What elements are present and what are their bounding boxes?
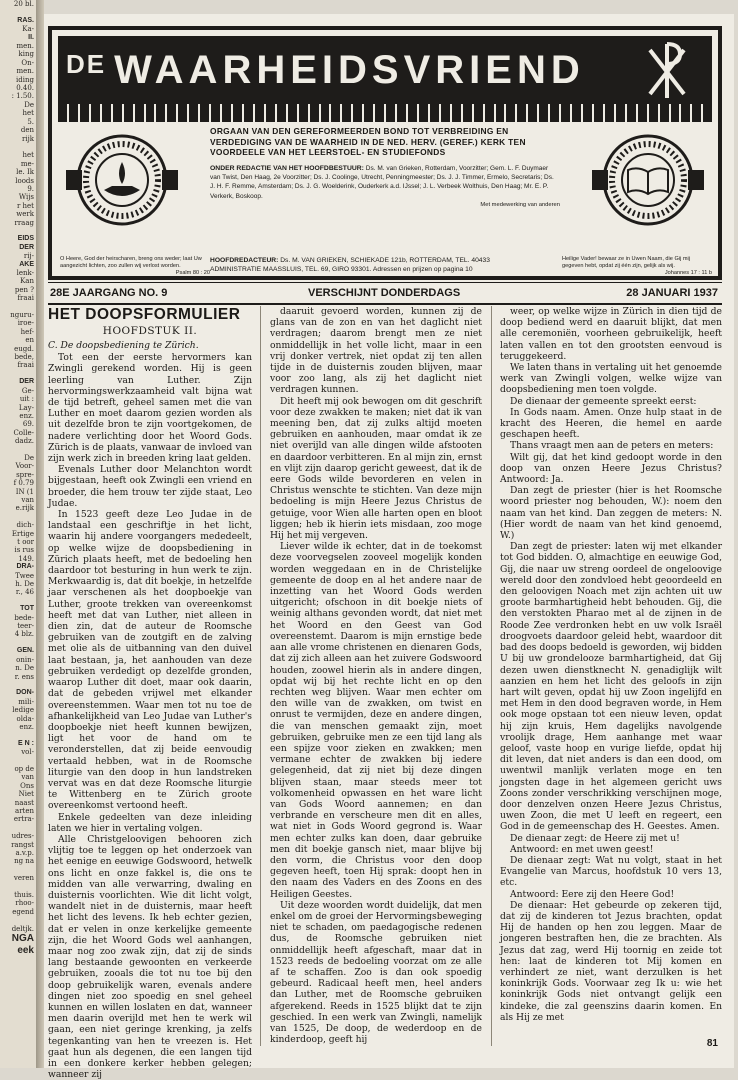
adjacent-page-fragment: e.rijk [15,504,34,513]
adjacent-page-fragment: Lay- [18,403,34,412]
adjacent-page-fragment [0,866,36,874]
adjacent-page-fragment: 20 bl. [13,0,34,8]
adjacent-page-fragment: olda- [16,714,34,723]
column-1 [48,306,252,1080]
masthead-title [66,36,585,104]
adjacent-page-fragment: hef- [20,327,34,336]
adjacent-page-fragment: spre- [16,470,34,479]
adjacent-page-fragment: egend [12,907,34,916]
adjacent-page-fragment: bede, [14,353,34,362]
adjacent-page-fragment: rijk [22,134,34,143]
paragraph: Evenals Luther door Melanchton wordt bijgestaan, heeft ook Zwingli een vriend en broeder, die hem trouw ter zijde staat, Leo Judae. [48,464,252,509]
adjacent-page-fragment: naast [14,798,34,807]
column-3 [500,306,722,1023]
adjacent-page-fragment: me- [20,159,34,168]
adjacent-page-fragment: 5. [27,117,34,126]
administration-details: ADMINISTRATIE MAASSLUIS, TEL. 69, GIRO 93301. Adressen en prijzen op pagina 10 [210,266,473,273]
adjacent-page-fragment: Kan [20,277,34,286]
adjacent-page-fragment: r., 46 [15,588,34,597]
paragraph: Antwoord: Eere zij den Heere God! [510,888,675,900]
motto-left [60,256,210,277]
article-chapter: HOOFDSTUK II. [102,325,198,337]
title-bar [58,36,712,104]
motto-right-text: Heilige Vader! bewaar ze in Uwen Naam, die Gij mij gegeven hebt, opdat zij één zijn, gelijk als wij. [562,256,690,269]
publication-frequency: VERSCHIJNT DONDERDAGS [308,287,461,299]
adjacent-page-fragment: 9. [27,184,34,193]
adjacent-page-fragment [0,227,36,235]
adjacent-page-fragment: Twee [15,571,34,580]
paragraph: daaruit gevoerd worden, kunnen zij de glans van de zon en van het daglicht niet verdragen; daarom brengt men ze niet onmiddellijk in het volle licht, maar in een vrij donker vertrek, niet opdat zij ten allen tijde in de duisternis zouden blijven, maar voor zoo lang, als zij het daglicht niet verdragen kunnen. [270,306,482,396]
cooperation-note: Met medewerking van anderen [480,201,560,208]
adjacent-page-fragment: iroe- [17,319,34,328]
paragraph: Dan zegt de priester: laten wij met elkander tot God bidden. O, almachtige en eeuwige God, Gij, die naar uw streng oordeel de ongeloovige wereld door den zondvloed hebt geoordeeld en den geloovigen Noach met zijn achten uit uw groote barmhartigheid hebt behouden. Gij, die den verstokten Pharao met al de zijnen in de Roode Zee verdronken hebt en uw volk Israël droogvoets daardoor geleid hebt, waardoor dit bad des doops bedoeld is geworden, wij bidden U bij uw grondelooze barmhartigheid, dat Gij dezen uwen dienstknecht N. genadiglijk wilt aanzien en hem het licht des geloofs in zijn hart wilt geven, opdat hij uw Zoon ingelijfd en met Hem in den dood begraven worde, in Hem ook moge opstaan tot een nieuw leven, opdat hij zijn kruis, Hem dagelijks navolgende vroolijk drage, Hem aanhange met waar geloof, vaste hoop en vurige liefde, opdat hij dit leven, dat niet anders is dan een dood, om uwentwil manlijk verlaten moge en ten jongsten dage in het algemeen gericht uws Zoons zonder verschrikking verschijnen moge, door denzelven onzen Heere Jezus Christus, uwen Zoon, die met U leeft en regeert, een God in de gemeenschap des H. Geestes. Amen. [500,541,722,833]
adjacent-page-fragment [0,370,36,378]
paragraph: Enkele gedeelten van deze inleiding laten we hier in vertaling volgen. [48,811,252,834]
adjacent-page-fragment: enz. [19,411,34,420]
adjacent-page-fragment: 149. [18,554,34,563]
adjacent-page-fragment: On- [21,58,34,67]
issue-date: 28 JANUARI 1937 [626,287,718,299]
adjacent-page-fragment: fraai [17,294,34,303]
adjacent-page-fragment: E N : [18,739,34,747]
adjacent-page-fragment: dadz. [14,437,34,446]
adjacent-page-fragment: eek [17,945,34,957]
adjacent-page-fragment: n. De [15,664,34,673]
adjacent-page-fragment: udres- [11,832,34,841]
adjacent-page-fragment: : 1.50. [11,92,34,101]
adjacent-page-fragment: II. [28,33,34,41]
adjacent-page-fragment: nguru- [10,311,34,320]
adjacent-page-fragment: 0.40. [16,84,34,93]
adjacent-page-fragment: DER [19,378,34,386]
adjacent-page-fragment: ng na [14,857,34,866]
adjacent-page-fragment [0,143,36,151]
issue-info-bar [48,282,722,305]
column-2-body [270,306,482,1045]
paragraph: De dienaar zegt: de Heere zij met u! [510,832,680,844]
adjacent-page-fragment: a.v.p. [15,849,34,858]
adjacent-page-fragment: deltjk. [11,924,34,933]
adjacent-page-fragment: Niet [18,790,34,799]
paragraph: De dienaar der gemeente spreekt eerst: [510,395,697,407]
editorial-board-label: ONDER REDACTIE VAN HET HOOFDBESTUUR: [210,165,364,172]
publication-details [210,256,560,274]
paragraph: Uit deze woorden wordt duidelijk, dat men enkel om de groei der Hervormingsbeweging niet te schaden, om paedagogische redenen dus, de Roomsche gebruiken niet onmiddellijk heeft afgeschaft, maar dat in 1523 reeds de bedoeling voorzat om ze alle af te schaffen. Zoo is dan ook spoedig gebeurd. Radicaal heeft men, heel anders dan Luther, met de Roomsche gebruiken afgerekend. Reeds in 1525 blijkt dat te zijn geschied. In een werk van Zwingli, namelijk van 1525, De doop, de wederdoop en de kinderdoop, geeft hij [270,899,482,1046]
adjacent-page-fragment: iding [16,75,34,84]
adjacent-page-fragment: fraai [17,361,34,370]
adjacent-page-fragment: ertra- [13,815,34,824]
adjacent-page-fragment: bede- [14,613,34,622]
paragraph: Alle Christgeloovigen behooren zich vlijtig toe te leggen op het onderzoek van het eenige en eeuwige Godswoord, hetwelk ons licht en onze fakkel is, die ons te midden van alle verwarring, dwaling en duisternis voorlichten. Wie dit licht volgt, wandelt niet in de duisternis, maar heeft het licht des levens. Ik heb echter gezien, dat er velen in onze kerkelijke gemeente zijn, die het Woord Gods wel aanhangen, maar nog zoo zwak zijn, dat zij de sinds lang bestaande gewoonten en verkeerde gebruiken, zooals die tot nu toe bij den doop gebruikelijk waren, evenals andere dingen niet zoo spoedig en snel geheel kunnen en willen loslaten en dat, wanneer men daarin overijld met hen te werk wil gaan, een niet geringe krenking, ja zelfs tegenkanting van hen te vreezen is. Het gaat hun als degenen, die een langen tijd in een donkere kerker hebben gelegen; wanneer zij [48,833,252,1080]
column-2 [270,306,482,1045]
open-bible-icon [588,130,708,230]
adjacent-page-fragment: op de [14,764,34,773]
adjacent-page-fragment: van [21,495,34,504]
paragraph: weer, op welke wijze in Zürich in dien tijd de doop bediend werd en daaruit blijkt, dat men alle ceremoniën, voorheen gebruikelijk, heeft laten vallen en tot den grootsten eenvoud is teruggekeerd. [500,306,722,362]
column-1-body [48,352,252,1080]
adjacent-page-fragment: EIDS [17,235,34,243]
adjacent-page-fragment: f 0.79 [13,479,34,488]
column-divider [260,306,261,1046]
adjacent-page-fragment [0,597,36,605]
adjacent-page-fragment: Wijs [18,193,34,202]
adjacent-page-fragment [0,916,36,924]
column-3-body [500,306,722,1023]
adjacent-page-fragment [0,681,36,689]
adjacent-page-fragment: TOT [20,605,34,613]
editor-in-chief: Ds. M. VAN GRIEKEN, SCHIEKADE 121b, ROTTERDAM, TEL. 40433 [280,257,490,264]
adjacent-page-fragment: Colle- [13,428,34,437]
adjacent-page-fragment [0,446,36,454]
paragraph: We laten thans in vertaling uit het genoemde werk van Zwingli volgen, welke wijze van doopsbediening men toen volgde. [500,362,722,396]
newspaper-page [44,14,734,1080]
organ-description: ORGAAN VAN DEN GEREFORMEERDEN BOND TOT VERBREIDING EN VERDEDIGING VAN DE WAARHEID IN DE NED. HERV. (GEREF.) KERK TEN VOORDEELE VAN HET LEERSTOEL- EN STUDIEFONDS [210,126,526,158]
adjacent-page-fragment: is rus [14,546,34,555]
editor-in-chief-label: HOOFDREDACTEUR: [210,257,279,264]
adjacent-page-fragment: uit : [19,395,34,404]
title-word: WAARHEIDSVRIEND [114,48,585,92]
paragraph: Dit heeft mij ook bewogen om dit geschrift voor deze zwakken te maken; niet dat ik van meening ben, dat zij zulks altijd moeten gebruiken en aanhouden, maar omdat ik ze niet overijld van alle dingen wilde afstooten en daardoor verbitteren. En al mijn zin, ernst en vlijt zijn daarop gericht geweest, dat ik de eere Gods wilde bevorderen en velen in Christus wenschte te stichten. Van deze mijn bedoeling is mijn Heere Jezus Christus de getuige, voor Wien alle harten open en bloot liggen; heb ik hierin iets misdaan, zoo moge Hij het mij vergeven. [270,395,482,542]
adjacent-page-fragment: eugd. [14,344,34,353]
paragraph: Antwoord: en met uwen geest! [510,843,654,855]
paragraph: Liever wilde ik echter, dat in de toekomst deze voorvegselen zooveel mogelijk konden worden weggedaan en in de Christelijke gemeente de doop en al het andere naar de inzetting van het Woord Gods werden uitgericht; ofschoon in dit boekje niets of weinig althans gevonden wordt, dat niet met het Woord en den Geest van God overeenstemt. Daarom is mijn ernstige bede aan alle vrome christenen en dienaren Gods, dat zij zich alleen aan het zuivere Godswoord houden, zoowel hierin als in andere dingen, opdat wij bij het rechte licht en op den rechten weg blijven. Waar men echter om den wille van de zwakken, om twist en onrust te vermijden, deze en andere dingen, die van menschen gemaakt zijn, moet gebruiken, gebruike men ze een tijd lang als een spijze voor zieken en zwakken; men vermane echter de zwakken bij iedere gelegenheid, dat zij niet bij deze dingen blijven staan, maar steeds meer tot volkomenheid opwassen en het ware licht van Gods Woord aannemen; en dan verbrande en verscheure men dit en alles, wat niet in Gods Woord gegrond is. Waar men echter zulks kan doen, daar gebruike men dit boekje gansch niet, maar blijve bij den vorm, die Christus voor den doop gegeven heeft, toen Hij sprak: doopt hen in den naam des Vaders en des Zoons en des Heiligen Geestes. [270,541,482,900]
adjacent-page-strip [0,0,37,1068]
adjacent-page-fragment: rangst [11,840,34,849]
adjacent-page-fragment: vol- [21,748,34,757]
motto-left-text: O Heere, God der heirscharen, breng ons weder; laat Uw aangezicht lichten, zoo zullen wij verlost worden. [60,256,202,269]
paragraph: Tot een der eerste hervormers kan Zwingli gerekend worden. Hij is geen leerling van Luther. Zijn hervormingswerkzaamheid valt bijna wat de tijd betreft, geheel samen met die van Luther en moet daarom gezien worden als uit dezelfde bron te zijn voortgekomen, de nadere verlichting door het Woord Gods. Zürich is de plaats, vanwaar de invloed van zijn werk zich in breeden kring laat gelden. [48,352,252,465]
paragraph: De dienaar zegt: Wat nu volgt, staat in het Evangelie van Marcus, hoofdstuk 10 vers 13, etc. [500,854,722,889]
adjacent-page-fragment: king [18,50,34,59]
paragraph: Wilt gij, dat het kind gedoopt worde in den doop van onzen Heere Jezus Christus? Antwoord: Ja. [500,451,722,486]
adjacent-page-fragment: dich- [16,521,34,530]
adjacent-page-fragment [0,731,36,739]
adjacent-page-fragment: veren [13,874,34,883]
chi-rho-icon [642,40,692,100]
title-article: DE [66,49,107,79]
adjacent-page-fragment: enz. [19,722,34,731]
volume-number: 28E JAARGANG NO. 9 [50,287,168,299]
adjacent-page-fragment: RAS. [17,16,34,24]
adjacent-page-fragment: NGA [11,933,34,945]
adjacent-page-fragment: ledige [12,706,34,715]
adjacent-page-fragment: loods [15,176,34,185]
adjacent-page-fragment [0,8,36,16]
adjacent-page-fragment: arten [15,807,34,815]
adjacent-page-fragment: het [22,109,34,118]
page-number: 81 [706,1038,718,1049]
adjacent-page-fragment: DRA- [16,563,34,571]
motto-right [562,256,712,277]
motto-right-reference: Johannes 17 : 11 b [664,270,712,276]
adjacent-page-fragment: mili- [18,697,34,706]
adjacent-page-fragment: werk [16,210,34,219]
adjacent-page-fragment: thuis. [14,891,34,900]
adjacent-page-fragment: De [24,100,34,109]
adjacent-page-fragment: Ons [20,781,34,790]
adjacent-page-fragment: AKE [19,260,34,268]
adjacent-page-fragment [0,824,36,832]
adjacent-page-fragment: GEN. [16,647,34,655]
masthead [48,26,722,280]
adjacent-page-fragment [0,883,36,891]
binding-gutter [36,0,44,1068]
decorative-rays [58,104,712,122]
adjacent-page-fragment: den [20,126,34,135]
adjacent-page-fragment: en [25,336,34,345]
adjacent-page-fragment: teer- [17,622,34,631]
adjacent-page-fragment: 4 blz. [14,630,34,639]
article-title: HET DOOPSFORMULIER [48,306,241,323]
adjacent-page-fragment: rhoo- [15,899,34,908]
editorial-board-members: Ds. M. van Grieken, Rotterdam, Voorzitter; Gem. L. F. Duymaer van Twist, Den Haag, 2e Voorzitter; Ds. J. Coolinge, Utrecht, Penningmeester; Ds. J. J. Timmer, Ermelo, Secretaris; Ds. J. H. F. Remme, Amsterdam; Ds. J. G. Woelderink, Ouderkerk a.d. IJssel; J. L. Verbeek Wolthuis, Den Haag; Mr. E. P. Verkerk, Boskoop. [210,165,554,200]
paragraph: In 1523 geeft deze Leo Judae in de landstaal een geschriftje in het licht, waarin hij andere voorgangers mededeelt, op welke wijze de doopsbediening in Zürich plaats heeft, met de bedoeling hen daardoor tot besturing in hun werk te zijn. Merkwaardig is, dat dit boekje, in hetzelfde jaar verschenen als het doopboekje van Luther, groote trekken van overeenkomst heeft met dat van Luther, niet alleen in dien zin, dat de auteur de Roomsche gebruiken van de zoutgift en de zalving met olie als de uitbanning van den duivel laat bestaan, ja, het aanhouden van deze gebruiken verdedigt op dezelfde gronden, waarop Luther dit doet, maar ook daarin, dat de gebeden vrijwel met elkander overeenstemmen. Waar men tot nu toe de afhankelijkheid van Leo Judae van Luther's doopboekje niet heeft kunnen bewijzen, ligt het voor de hand om te veronderstellen, dat zij beide eenvoudig vertaald hebben, wat in de Roomsche liturgie van den doop in hun landstreken vervat was en dat deze Roomsche liturgie te Wittenberg en te Zürich groote overeenkomst vertoond heeft. [48,509,252,812]
oil-lamp-icon [62,130,182,230]
adjacent-page-fragment [0,303,36,311]
adjacent-page-fragment: Ertige [11,529,34,538]
article-section-heading: C. De doopsbediening te Zürich. [48,340,199,351]
adjacent-page-fragment: het [22,151,34,160]
adjacent-page-fragment: onin- [16,655,34,664]
adjacent-page-fragment: r het [16,201,34,210]
adjacent-page-fragment [0,639,36,647]
column-divider [491,306,492,1046]
adjacent-page-fragment: lenk- [16,269,34,277]
adjacent-page-fragment: pen ? [14,285,34,294]
paragraph: Thans vraagt men aan de peters en meters: [510,440,714,452]
adjacent-page-fragment: 69. [22,420,34,429]
adjacent-page-fragment: rij- [23,252,34,261]
editorial-board [210,164,560,210]
adjacent-page-fragment [0,513,36,521]
paragraph: De dienaar: Het gebeurde op zekeren tijd, dat zij de kinderen tot Jezus brachten, opdat Hij de handen op hen zou leggen. Maar de jongeren bestraften hen, die ze brachten. Als Jezus dat zag, werd Hij toornig en zeide tot hen: laat de kinderen tot Mij komen en verhindert ze niet, want derzulken is het koninkrijk Gods. Voorwaar zeg Ik u: wie het koninkrijk Gods niet ontvangt gelijk een kindeke, die zal geenszins daarin komen. En als Hij ze met [500,899,722,1023]
adjacent-page-fragment: Ge- [21,386,34,395]
adjacent-page-fragment: DON- [16,689,34,697]
adjacent-page-fragment: De [24,453,34,462]
paragraph: Dan zegt de priester (hier is het Roomsche woord priester nog behouden, W.): noem den naam van het kind. Dan zeggen de meters: N. (Hier wordt de naam van het kind genoemd, W.) [500,485,722,542]
adjacent-page-fragment: IN (1 [15,487,34,496]
adjacent-page-fragment: Voor- [15,462,34,471]
paragraph: In Gods naam. Amen. Onze hulp staat in de kracht des Heeren, die hemel en aarde geschapen heeft. [500,406,722,441]
motto-left-reference: Psalm 80 : 20 [175,270,210,276]
adjacent-page-fragment: Ka- [22,25,34,34]
adjacent-page-fragment: le. Ik [16,168,34,177]
adjacent-page-fragment: rraag [14,218,34,227]
adjacent-page-fragment: men. [16,67,34,76]
adjacent-page-fragment: t oor [17,538,34,546]
adjacent-page-fragment: men. [16,42,34,51]
adjacent-page-fragment: van [21,773,34,782]
adjacent-page-fragment: h. De [15,580,34,589]
adjacent-page-fragment: r. ens [14,672,34,681]
adjacent-page-fragment [0,757,36,765]
adjacent-page-fragment: DER [19,243,34,251]
